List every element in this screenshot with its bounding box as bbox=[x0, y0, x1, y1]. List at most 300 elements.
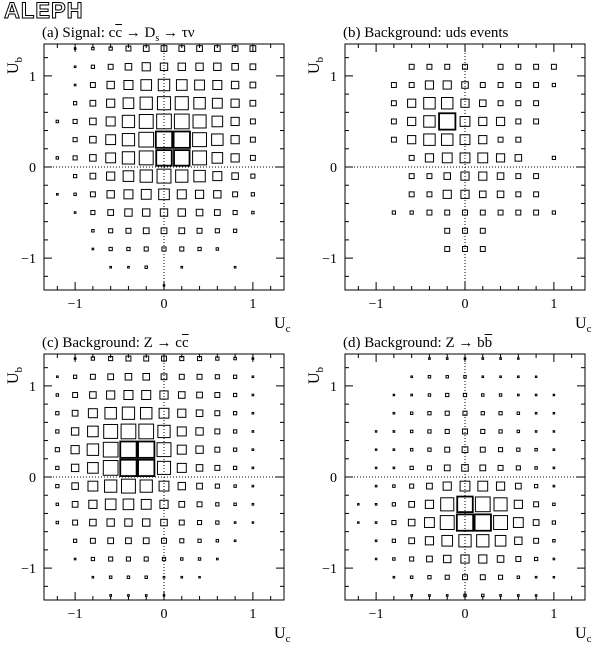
histogram-box bbox=[145, 266, 147, 268]
histogram-box bbox=[425, 154, 433, 162]
histogram-box bbox=[478, 481, 488, 491]
histogram-box bbox=[553, 485, 555, 487]
histogram-box bbox=[194, 170, 205, 181]
histogram-box bbox=[110, 266, 112, 268]
histogram-box bbox=[392, 539, 395, 542]
histogram-box bbox=[109, 229, 113, 233]
histogram-box bbox=[500, 376, 502, 378]
histogram-box bbox=[123, 98, 134, 109]
y-tick-label: −1 bbox=[21, 252, 36, 268]
histogram-box bbox=[375, 504, 377, 506]
histogram-box bbox=[410, 484, 414, 488]
histogram-box bbox=[499, 430, 502, 433]
histogram-box bbox=[461, 99, 469, 107]
histogram-box bbox=[460, 117, 470, 127]
histogram-box bbox=[215, 447, 220, 452]
histogram-box bbox=[462, 82, 469, 89]
histogram-box bbox=[427, 556, 433, 562]
histogram-box bbox=[463, 575, 468, 580]
histogram-box bbox=[534, 64, 539, 69]
histogram-box bbox=[174, 114, 189, 129]
histogram-box bbox=[55, 448, 59, 452]
histogram-box bbox=[233, 229, 236, 232]
histogram-box bbox=[56, 120, 58, 122]
histogram-box bbox=[475, 497, 490, 512]
histogram-box bbox=[139, 424, 154, 439]
histogram-box bbox=[88, 409, 97, 418]
histogram-box bbox=[513, 518, 523, 528]
histogram-box bbox=[496, 117, 504, 125]
histogram-box bbox=[181, 266, 183, 268]
histogram-box bbox=[478, 153, 488, 163]
histogram-box bbox=[179, 374, 184, 379]
histogram-box bbox=[408, 519, 415, 526]
histogram-box bbox=[140, 480, 152, 492]
x-tick-label: 0 bbox=[160, 607, 168, 622]
histogram-box bbox=[480, 83, 485, 88]
histogram-box bbox=[215, 411, 220, 416]
histogram-box bbox=[391, 137, 396, 142]
histogram-box bbox=[124, 81, 133, 90]
histogram-box bbox=[73, 138, 77, 142]
histogram-box bbox=[534, 210, 539, 215]
histogram-box bbox=[496, 482, 504, 490]
histogram-box bbox=[178, 409, 186, 417]
histogram-box bbox=[409, 192, 414, 197]
histogram-box bbox=[181, 558, 183, 560]
histogram-box bbox=[56, 521, 58, 523]
histogram-box bbox=[72, 501, 78, 507]
histogram-box bbox=[553, 431, 555, 433]
panel-c bbox=[0, 332, 301, 646]
histogram-box bbox=[233, 466, 236, 469]
histogram-box bbox=[252, 431, 254, 433]
histogram-box bbox=[393, 449, 395, 451]
histogram-box bbox=[517, 576, 519, 578]
x-tick-label: 1 bbox=[249, 297, 257, 312]
histogram-box bbox=[441, 97, 452, 108]
histogram-box bbox=[143, 374, 150, 381]
histogram-box bbox=[109, 557, 113, 561]
histogram-box bbox=[444, 555, 451, 562]
histogram-box bbox=[428, 576, 431, 579]
histogram-box bbox=[140, 97, 152, 109]
y-tick-label: 0 bbox=[29, 161, 36, 176]
histogram-box bbox=[232, 64, 239, 71]
histogram-box bbox=[410, 211, 413, 214]
histogram-box bbox=[199, 576, 201, 578]
histogram-box bbox=[499, 412, 502, 415]
histogram-box bbox=[231, 81, 238, 88]
histogram-box bbox=[88, 426, 99, 437]
histogram-box bbox=[443, 482, 451, 490]
histogram-box bbox=[196, 410, 203, 417]
histogram-box bbox=[175, 97, 188, 110]
histogram-box bbox=[74, 84, 76, 86]
histogram-box bbox=[141, 189, 151, 199]
histogram-box bbox=[74, 66, 76, 68]
histogram-box bbox=[535, 467, 537, 469]
histogram-box bbox=[233, 430, 236, 433]
histogram-box bbox=[445, 228, 450, 233]
histogram-box bbox=[56, 394, 58, 396]
histogram-box bbox=[552, 83, 555, 86]
histogram-box bbox=[215, 393, 220, 398]
histogram-box bbox=[496, 154, 504, 162]
histogram-box bbox=[74, 558, 76, 560]
histogram-box bbox=[393, 558, 395, 560]
histogram-box bbox=[198, 247, 201, 250]
histogram-box bbox=[445, 575, 449, 579]
histogram-box bbox=[87, 444, 98, 455]
histogram-box bbox=[234, 522, 236, 524]
histogram-box bbox=[90, 538, 95, 543]
histogram-box bbox=[216, 503, 219, 506]
histogram-box bbox=[91, 557, 94, 560]
histogram-box bbox=[73, 119, 77, 123]
histogram-box bbox=[128, 266, 130, 268]
histogram-box bbox=[193, 151, 207, 165]
histogram-box bbox=[198, 558, 200, 560]
y-tick-label: −1 bbox=[322, 252, 337, 268]
histogram-box bbox=[197, 392, 203, 398]
histogram-box bbox=[198, 539, 201, 542]
histogram-box bbox=[534, 484, 537, 487]
histogram-box bbox=[424, 97, 435, 108]
histogram-box bbox=[104, 424, 118, 438]
histogram-box bbox=[425, 518, 435, 528]
histogram-box bbox=[499, 575, 503, 579]
histogram-box bbox=[74, 212, 76, 214]
histogram-box bbox=[477, 535, 489, 547]
histogram-box bbox=[215, 429, 220, 434]
histogram-box bbox=[516, 83, 521, 88]
histogram-box bbox=[480, 575, 485, 580]
histogram-box bbox=[234, 503, 236, 505]
histogram-box bbox=[517, 430, 519, 432]
histogram-box bbox=[143, 519, 150, 526]
histogram-box bbox=[482, 394, 484, 396]
histogram-box bbox=[480, 447, 485, 452]
histogram-box bbox=[445, 64, 450, 69]
histogram-box bbox=[535, 448, 537, 450]
histogram-box bbox=[90, 392, 97, 399]
histogram-box bbox=[252, 485, 254, 487]
histogram-box bbox=[142, 63, 150, 71]
histogram-box bbox=[72, 410, 78, 416]
histogram-box bbox=[105, 407, 116, 418]
histogram-box bbox=[375, 485, 377, 487]
histogram-box bbox=[534, 174, 539, 179]
x-tick-label: −1 bbox=[368, 297, 384, 312]
histogram-box bbox=[516, 137, 521, 142]
histogram-box bbox=[441, 498, 454, 511]
x-tick-label: −1 bbox=[368, 607, 384, 622]
histogram-box bbox=[177, 445, 186, 454]
histogram-box bbox=[499, 448, 503, 452]
histogram-box bbox=[176, 80, 187, 91]
histogram-box bbox=[231, 154, 239, 162]
histogram-box bbox=[251, 174, 255, 178]
histogram-box bbox=[463, 393, 466, 396]
x-tick-label: −1 bbox=[67, 607, 83, 622]
histogram-box bbox=[56, 157, 58, 159]
y-tick-label: 0 bbox=[330, 471, 337, 486]
histogram-box bbox=[108, 64, 113, 69]
histogram-box bbox=[410, 576, 412, 578]
histogram-box bbox=[553, 558, 555, 560]
histogram-box bbox=[516, 101, 521, 106]
histogram-box bbox=[140, 170, 152, 182]
histogram-box bbox=[106, 117, 115, 126]
histogram-box bbox=[444, 465, 450, 471]
histogram-box bbox=[393, 467, 395, 469]
x-tick-label: −1 bbox=[67, 297, 83, 312]
histogram-box bbox=[91, 65, 94, 68]
histogram-box bbox=[103, 442, 118, 457]
histogram-box bbox=[233, 412, 236, 415]
histogram-box bbox=[73, 156, 77, 160]
histogram-box bbox=[178, 482, 185, 489]
y-axis-label: $U_b$ bbox=[306, 366, 326, 384]
histogram-box bbox=[427, 174, 432, 179]
histogram-box bbox=[212, 153, 223, 164]
histogram-box bbox=[445, 210, 450, 215]
histogram-box bbox=[251, 193, 254, 196]
histogram-box bbox=[479, 136, 487, 144]
x-tick-label: 1 bbox=[249, 607, 257, 622]
histogram-box bbox=[105, 480, 117, 492]
histogram-box bbox=[498, 101, 503, 106]
histogram-box bbox=[515, 537, 522, 544]
histogram-box bbox=[176, 170, 188, 182]
histogram-box bbox=[516, 192, 521, 197]
histogram-box bbox=[162, 247, 166, 251]
y-tick-label: 1 bbox=[330, 379, 337, 395]
histogram-box bbox=[410, 412, 412, 414]
histogram-box bbox=[108, 538, 114, 544]
histogram-box bbox=[442, 153, 452, 163]
histogram-box bbox=[107, 519, 114, 526]
histogram-box bbox=[252, 376, 254, 378]
histogram-box bbox=[425, 81, 433, 89]
histogram-box bbox=[551, 64, 556, 69]
histogram-box bbox=[91, 211, 95, 215]
histogram-box bbox=[375, 558, 377, 560]
histogram-box bbox=[534, 538, 539, 543]
histogram-box bbox=[90, 374, 95, 379]
histogram-box bbox=[479, 172, 487, 180]
histogram-box bbox=[442, 535, 453, 546]
histogram-box bbox=[533, 520, 539, 526]
histogram-box bbox=[250, 137, 255, 142]
histogram-box bbox=[214, 191, 221, 198]
x-tick-label: 1 bbox=[550, 607, 558, 622]
histogram-box bbox=[138, 460, 154, 476]
x-axis-label: $U_c$ bbox=[274, 625, 291, 645]
histogram-box bbox=[107, 172, 115, 180]
histogram-box bbox=[125, 374, 132, 381]
histogram-box bbox=[142, 391, 151, 400]
histogram-box bbox=[193, 115, 206, 128]
histogram-box bbox=[428, 448, 431, 451]
histogram-box bbox=[124, 190, 133, 199]
histogram-box bbox=[143, 209, 150, 216]
histogram-box bbox=[234, 266, 236, 268]
histogram-box bbox=[122, 115, 134, 127]
histogram-box bbox=[408, 99, 416, 107]
histogram-box bbox=[252, 394, 254, 396]
histogram-box bbox=[427, 466, 431, 470]
histogram-box bbox=[56, 412, 59, 415]
histogram-box bbox=[108, 374, 114, 380]
histogram-box bbox=[197, 228, 202, 233]
histogram-box bbox=[375, 467, 377, 469]
histogram-box bbox=[109, 576, 111, 578]
histogram-box bbox=[122, 152, 134, 164]
x-tick-label: 1 bbox=[550, 297, 558, 312]
y-tick-label: 1 bbox=[29, 379, 36, 395]
histogram-box bbox=[534, 502, 539, 507]
histogram-box bbox=[515, 155, 522, 162]
histogram-box bbox=[516, 174, 521, 179]
histogram-box bbox=[552, 211, 555, 214]
histogram-box bbox=[479, 117, 487, 125]
histogram-box bbox=[89, 500, 97, 508]
histogram-box bbox=[498, 465, 503, 470]
x-axis-label: $U_c$ bbox=[575, 625, 592, 645]
histogram-box bbox=[497, 173, 504, 180]
histogram-box bbox=[162, 557, 165, 560]
histogram-box bbox=[213, 81, 222, 90]
histogram-box bbox=[195, 80, 205, 90]
histogram-box bbox=[107, 191, 114, 198]
histogram-box bbox=[427, 483, 433, 489]
histogram-box bbox=[215, 229, 219, 233]
histogram-box bbox=[424, 134, 435, 145]
histogram-box bbox=[56, 466, 59, 469]
histogram-box bbox=[498, 64, 503, 69]
histogram-box bbox=[428, 394, 430, 396]
histogram-box bbox=[427, 64, 432, 69]
histogram-box bbox=[250, 64, 256, 70]
histogram-box bbox=[446, 393, 449, 396]
histogram-box bbox=[72, 483, 79, 490]
histogram-box bbox=[57, 376, 59, 378]
y-tick-label: 0 bbox=[330, 161, 337, 176]
histogram-box bbox=[553, 540, 555, 542]
histogram-box bbox=[109, 247, 112, 250]
heatmap-plot bbox=[301, 332, 602, 646]
histogram-box bbox=[494, 516, 508, 530]
histogram-box bbox=[393, 485, 395, 487]
histogram-box bbox=[71, 464, 78, 471]
histogram-box bbox=[138, 441, 154, 457]
histogram-box bbox=[107, 391, 115, 399]
panel-title: (a) Signal: $c\overline{c} \to D_s \to \tau\nu$ bbox=[42, 25, 195, 44]
histogram-box bbox=[516, 210, 521, 215]
histogram-box bbox=[160, 391, 168, 399]
heatmap-plot bbox=[0, 332, 301, 646]
histogram-box bbox=[411, 376, 413, 378]
histogram-box bbox=[480, 210, 485, 215]
histogram-box bbox=[105, 499, 116, 510]
histogram-box bbox=[125, 519, 132, 526]
panel-title: (d) Background: $Z \to b\overline{b}$ bbox=[343, 335, 493, 351]
histogram-box bbox=[212, 98, 222, 108]
histogram-box bbox=[514, 500, 522, 508]
histogram-box bbox=[495, 535, 506, 546]
histogram-box bbox=[232, 173, 239, 180]
histogram-box bbox=[409, 64, 414, 69]
histogram-box bbox=[121, 479, 135, 493]
histogram-box bbox=[392, 503, 395, 506]
histogram-box bbox=[408, 136, 416, 144]
histogram-box bbox=[141, 80, 152, 91]
histogram-box bbox=[375, 522, 377, 524]
histogram-box bbox=[216, 540, 218, 542]
x-axis-label: $U_c$ bbox=[575, 315, 592, 335]
histogram-box bbox=[427, 210, 432, 215]
histogram-box bbox=[214, 210, 220, 216]
histogram-box bbox=[553, 394, 555, 396]
histogram-box bbox=[124, 391, 133, 400]
histogram-box bbox=[212, 134, 223, 145]
histogram-box bbox=[391, 101, 396, 106]
y-tick-label: 1 bbox=[330, 69, 337, 85]
histogram-box bbox=[73, 174, 76, 177]
histogram-box bbox=[252, 412, 254, 414]
histogram-box bbox=[392, 521, 396, 525]
histogram-box bbox=[480, 228, 485, 233]
histogram-box bbox=[196, 63, 203, 70]
histogram-box bbox=[234, 485, 236, 487]
histogram-box bbox=[409, 538, 415, 544]
histogram-box bbox=[252, 211, 254, 213]
histogram-box bbox=[252, 504, 254, 506]
histogram-box bbox=[463, 247, 468, 252]
histogram-box bbox=[179, 501, 185, 507]
panel-title: (c) Background: $Z \to c\overline{c}$ bbox=[42, 335, 189, 351]
histogram-box bbox=[107, 99, 115, 107]
histogram-box bbox=[174, 131, 190, 147]
histogram-box bbox=[515, 483, 521, 489]
x-tick-label: 0 bbox=[461, 297, 469, 312]
y-axis-label: $U_b$ bbox=[5, 56, 25, 74]
histogram-box bbox=[375, 449, 377, 451]
histogram-box bbox=[428, 430, 431, 433]
histogram-box bbox=[411, 394, 413, 396]
histogram-box bbox=[553, 576, 555, 578]
histogram-box bbox=[233, 192, 238, 197]
histogram-box bbox=[139, 114, 153, 128]
histogram-box bbox=[482, 376, 484, 378]
histogram-box bbox=[553, 467, 555, 469]
histogram-box bbox=[216, 248, 218, 250]
histogram-box bbox=[375, 540, 377, 542]
histogram-box bbox=[535, 376, 537, 378]
histogram-box bbox=[428, 376, 430, 378]
histogram-box bbox=[125, 209, 132, 216]
histogram-box bbox=[444, 173, 451, 180]
histogram-box bbox=[56, 503, 58, 505]
histogram-box bbox=[143, 228, 149, 234]
histogram-box bbox=[198, 521, 202, 525]
histogram-box bbox=[120, 460, 136, 476]
y-tick-label: 0 bbox=[29, 471, 36, 486]
histogram-box bbox=[552, 156, 555, 159]
histogram-box bbox=[409, 501, 415, 507]
